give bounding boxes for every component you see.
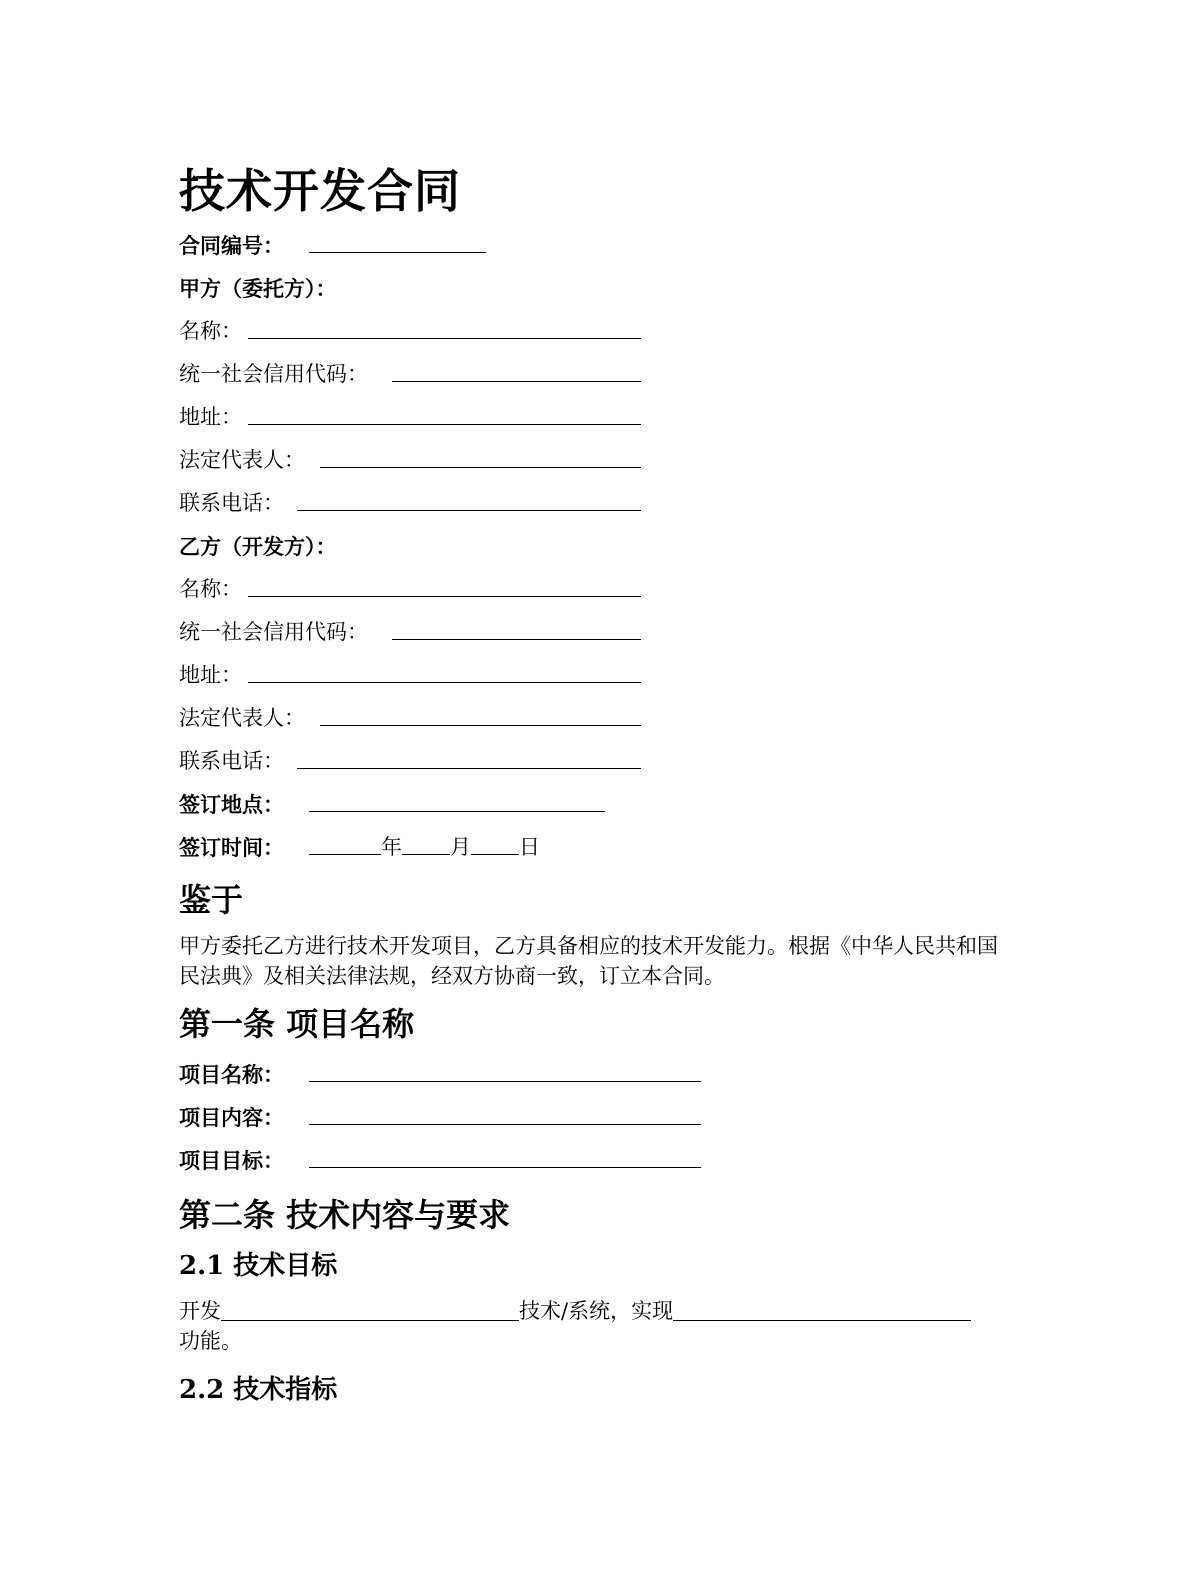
section-2-2-heading: 2.2 技术指标 xyxy=(179,1375,338,1405)
party-a-phone-row xyxy=(179,482,1009,525)
tech-system-field[interactable] xyxy=(221,1296,519,1321)
contract-page xyxy=(179,160,1009,1410)
contract-number-field[interactable] xyxy=(309,224,486,253)
party-b-heading-text: 乙方（开发方）： xyxy=(179,534,337,559)
sign-place-label: 签订地点： xyxy=(179,792,284,817)
party-b-legal-rep-label: 法定代表人： xyxy=(179,706,305,730)
party-a-credit-code-row xyxy=(179,353,1009,396)
party-a-name-row xyxy=(179,310,1009,353)
sign-month-field[interactable] xyxy=(402,826,450,855)
project-content-label: 项目内容： xyxy=(179,1105,284,1130)
party-a-credit-code-label: 统一社会信用代码： xyxy=(179,362,368,386)
party-b-name-field[interactable] xyxy=(248,568,641,597)
document-title: 技术开发合同 xyxy=(179,164,461,218)
contract-number-row xyxy=(179,224,1009,267)
contract-number-label: 合同编号： xyxy=(179,233,284,258)
sign-month-label: 月 xyxy=(450,835,471,859)
article-2-heading: 第二条 技术内容与要求 xyxy=(179,1196,511,1234)
sign-year-field[interactable] xyxy=(309,826,381,855)
section-2-1-text-part-2: 技术/系统，实现 xyxy=(519,1299,674,1323)
party-b-legal-rep-field[interactable] xyxy=(320,697,641,726)
party-b-heading xyxy=(179,525,1009,568)
sign-year-label: 年 xyxy=(381,835,402,859)
sign-time-label: 签订时间： xyxy=(179,835,284,860)
project-content-row xyxy=(179,1096,1009,1139)
project-name-label: 项目名称： xyxy=(179,1062,284,1087)
project-goal-label: 项目目标： xyxy=(179,1148,284,1173)
party-a-phone-label: 联系电话： xyxy=(179,491,284,515)
party-b-name-row xyxy=(179,568,1009,611)
section-2-1-text-part-1: 开发 xyxy=(179,1299,221,1323)
sign-day-field[interactable] xyxy=(471,826,519,855)
party-b-address-label: 地址： xyxy=(179,663,242,687)
party-a-legal-rep-field[interactable] xyxy=(320,439,641,468)
section-2-1-text-part-3: 功能。 xyxy=(179,1329,242,1353)
party-b-name-label: 名称： xyxy=(179,577,242,601)
party-b-address-row xyxy=(179,654,1009,697)
party-a-address-label: 地址： xyxy=(179,405,242,429)
party-b-legal-rep-row xyxy=(179,697,1009,740)
project-goal-field[interactable] xyxy=(309,1139,701,1168)
party-a-legal-rep-label: 法定代表人： xyxy=(179,448,305,472)
project-name-field[interactable] xyxy=(309,1053,701,1082)
article-1-heading: 第一条 项目名称 xyxy=(179,1005,415,1043)
party-b-credit-code-row xyxy=(179,611,1009,654)
party-b-address-field[interactable] xyxy=(248,654,641,683)
party-b-phone-label: 联系电话： xyxy=(179,749,284,773)
party-b-credit-code-label: 统一社会信用代码： xyxy=(179,620,368,644)
party-b-phone-field[interactable] xyxy=(297,740,641,769)
party-a-legal-rep-row xyxy=(179,439,1009,482)
project-name-row xyxy=(179,1053,1009,1096)
party-a-heading xyxy=(179,267,1009,310)
sign-place-field[interactable] xyxy=(309,783,605,812)
section-2-1-text xyxy=(179,1296,999,1356)
whereas-text: 甲方委托乙方进行技术开发项目，乙方具备相应的技术开发能力。根据《中华人民共和国民法典》及相关法律法规，经双方协商一致，订立本合同。 xyxy=(179,934,998,988)
party-a-address-row xyxy=(179,396,1009,439)
project-content-field[interactable] xyxy=(309,1096,701,1125)
party-b-phone-row xyxy=(179,740,1009,783)
party-a-phone-field[interactable] xyxy=(297,482,641,511)
sign-place-row xyxy=(179,783,1009,826)
party-b-credit-code-field[interactable] xyxy=(392,611,641,640)
party-a-heading-text: 甲方（委托方）： xyxy=(179,276,337,301)
party-a-credit-code-field[interactable] xyxy=(392,353,641,382)
sign-time-row xyxy=(179,826,1009,869)
party-a-name-label: 名称： xyxy=(179,319,242,343)
whereas-heading: 鉴于 xyxy=(179,881,244,919)
sign-day-label: 日 xyxy=(519,835,540,859)
project-goal-row xyxy=(179,1139,1009,1182)
party-a-name-field[interactable] xyxy=(248,310,641,339)
section-2-1-heading: 2.1 技术目标 xyxy=(179,1251,338,1281)
party-a-address-field[interactable] xyxy=(248,396,641,425)
function-field[interactable] xyxy=(673,1296,971,1321)
